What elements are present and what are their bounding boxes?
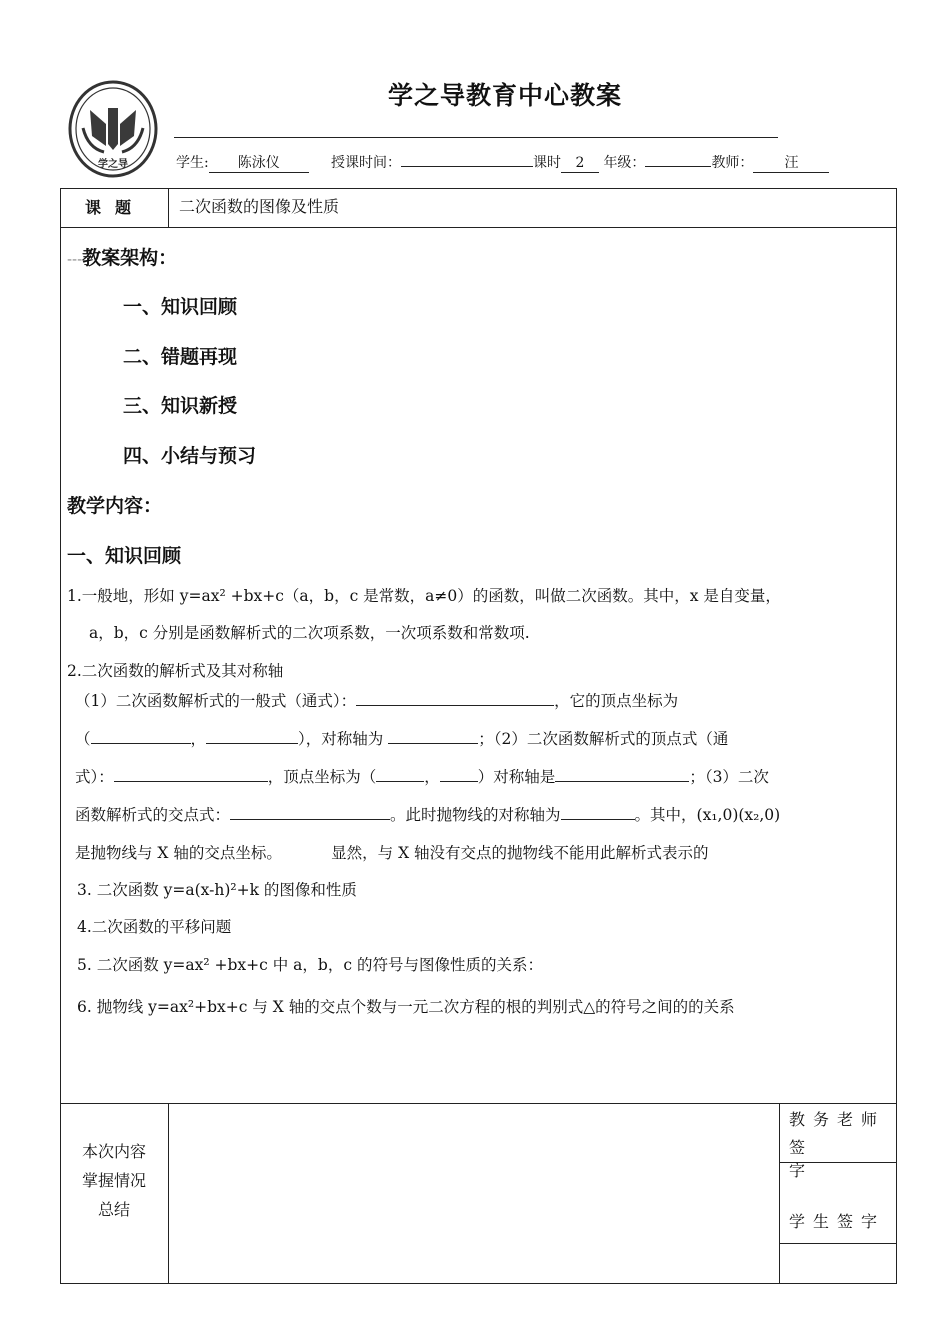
student-sign-field[interactable]: [781, 1245, 894, 1281]
paragraph-3: 3. 二次函数 y=a(x-h)²+k 的图像和性质: [77, 881, 357, 899]
admin-sign-field[interactable]: [781, 1164, 894, 1202]
teacher-label: 教师：: [711, 155, 754, 171]
title-divider: [174, 137, 778, 138]
sign-divider: [779, 1103, 780, 1283]
summary-area[interactable]: [171, 1106, 776, 1280]
paragraph-2-line-4: 函数解析式的交点式： 。此时抛物线的对称轴为 。其中，(x₁,0)(x₂,0): [75, 806, 781, 824]
topic-value: 二次函数的图像及性质: [179, 197, 340, 216]
section-heading: 一、知识回顾: [67, 545, 182, 567]
student-field[interactable]: 陈泳仪: [209, 155, 309, 173]
grade-field[interactable]: [645, 166, 711, 167]
document-title: 学之导教育中心教案: [387, 81, 622, 110]
blank-axis[interactable]: [388, 729, 478, 744]
summary-divider: [168, 1103, 169, 1283]
paragraph-2-line-2: （ ， ），对称轴为 ；（2）二次函数解析式的顶点式（通: [75, 730, 729, 748]
paragraph-2-line-1: （1）二次函数解析式的一般式（通式）： ，它的顶点坐标为: [75, 692, 679, 710]
teach-time-field[interactable]: [401, 166, 533, 167]
admin-sign-label: 签字: [789, 1138, 864, 1180]
framework-heading: ---教案架构：: [67, 247, 178, 269]
framework-item: 一、知识回顾: [123, 296, 238, 318]
content-heading: 教学内容：: [67, 495, 163, 517]
paragraph-2-line-5: 是抛物线与 X 轴的交点坐标。 显然，与 X 轴没有交点的抛物线不能用此解析式表示的: [75, 844, 709, 862]
framework-item: 二、错题再现: [123, 346, 238, 368]
blank-intercept-form[interactable]: [230, 805, 390, 820]
bottom-section-border: [61, 1103, 896, 1104]
teacher-field[interactable]: 汪: [753, 155, 829, 173]
period-label: 课时: [532, 155, 561, 171]
paragraph-2-line-3: 式）： ，顶点坐标为（ ， ）对称轴是 ；（3）二次: [75, 768, 769, 786]
paragraph-1-line-1: 1.一般地，形如 y=ax² +bx+c（a，b，c 是常数，a≠0）的函数，叫做二次函数。其中，x 是自变量，: [67, 587, 781, 605]
student-sign-label: 学生签字: [789, 1212, 886, 1231]
framework-item: 四、小结与预习: [123, 445, 257, 467]
heading-dash: ---: [67, 252, 83, 268]
period-field[interactable]: 2: [561, 155, 599, 173]
paragraph-4: 4.二次函数的平移问题: [77, 918, 232, 936]
teach-time-label: 授课时间：: [330, 155, 401, 171]
blank-vertex-k[interactable]: [440, 767, 478, 782]
blank-general-form[interactable]: [356, 691, 554, 706]
sign-row-border: [779, 1243, 896, 1244]
svg-text:学之导: 学之导: [98, 159, 128, 170]
grade-label: 年级：: [603, 155, 646, 171]
blank-vertex-h[interactable]: [376, 767, 424, 782]
blank-vertex-x[interactable]: [91, 729, 191, 744]
framework-item: 三、知识新授: [123, 395, 238, 417]
admin-sign-label: 教务老师: [789, 1110, 886, 1129]
paragraph-1-line-2: a，b，c 分别是函数解析式的二次项系数，一次项系数和常数项.: [89, 624, 530, 642]
header-info-line: [176, 152, 829, 173]
topic-row-border: [61, 227, 896, 228]
summary-label: 本次内容 掌握情况 总结: [81, 1142, 146, 1219]
paragraph-5: 5. 二次函数 y=ax² +bx+c 中 a，b，c 的符号与图像性质的关系：: [77, 956, 543, 974]
topic-label: 课题: [84, 198, 145, 217]
student-label: 学生:: [176, 155, 209, 171]
blank-vertex-form[interactable]: [114, 767, 268, 782]
paragraph-6: 6. 抛物线 y=ax²+bx+c 与 X 轴的交点个数与一元二次方程的根的判别式△的符号之间的的关系: [77, 998, 735, 1016]
blank-intercept-axis[interactable]: [561, 805, 635, 820]
blank-vertex-axis[interactable]: [555, 767, 689, 782]
lesson-plan-table: [60, 188, 897, 1284]
blank-vertex-y[interactable]: [206, 729, 298, 744]
paragraph-2-title: 2.二次函数的解析式及其对称轴: [67, 662, 284, 680]
